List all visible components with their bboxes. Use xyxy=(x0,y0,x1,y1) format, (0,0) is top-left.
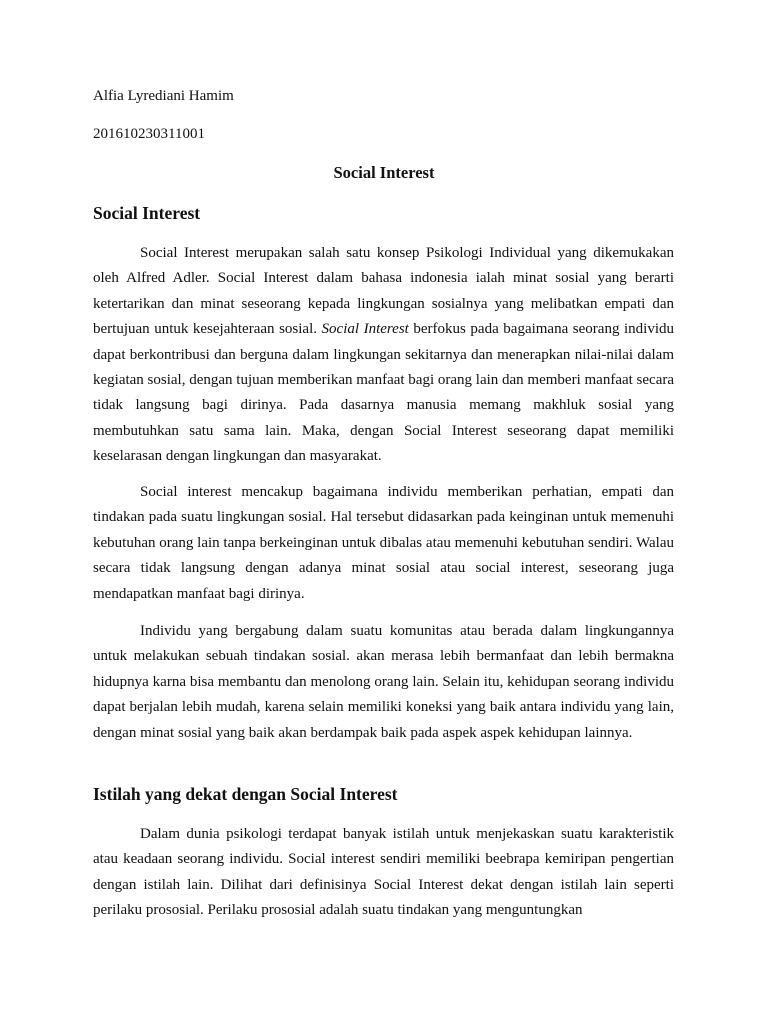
student-id: 201610230311001 xyxy=(93,126,205,142)
paragraph-definition xyxy=(93,241,674,470)
paragraph-related-terms: Dalam dunia psikologi terdapat banyak istilah untuk menjekaskan suatu karakteristik atau keadaan seorang individu. Social interest sendiri memiliki beebrapa kemiripan pengertian dengan istilah lain. Dilihat dari definisinya Social Interest dekat dengan istilah lain seperti perilaku prososial. Perilaku prososial adalah suatu tindakan yang menguntungkan xyxy=(93,826,674,919)
document-title: Social Interest xyxy=(333,163,435,182)
paragraph-text: Social Interest merupakan salah satu konsep Psikologi Individual yang dikemukakan oleh Alfred Adler. Social Interest dalam bahasa indonesia ialah minat sosial yang berarti ketertarikan dan minat seseorang kepada lingkungan sosialnya yang melibatkan empati dan bertujuan untuk kesejahteraan sosial. xyxy=(93,245,674,338)
section-heading-related-terms: Istilah yang dekat dengan Social Interest xyxy=(93,784,398,804)
paragraph-scope: Social interest mencakup bagaimana individu memberikan perhatian, empati dan tindakan pada suatu lingkungan sosial. Hal tersebut didasarkan pada keinginan untuk memenuhi kebutuhan orang lain tanpa berkeinginan untuk dibalas atau memenuhi kebutuhan sendiri. Walau secara tidak langsung dengan adanya minat sosial atau social interest, seseorang juga mendapatkan manfaat bagi dirinya. xyxy=(93,484,674,602)
author-name: Alfia Lyrediani Hamim xyxy=(93,88,234,104)
section-heading-social-interest: Social Interest xyxy=(93,203,201,223)
paragraph-community: Individu yang bergabung dalam suatu komunitas atau berada dalam lingkungannya untuk melakukan sebuah tindakan sosial. akan merasa lebih bermanfaat dan lebih bermakna hidupnya karna bisa membantu dan menolong orang lain. Selain itu, kehidupan seorang individu dapat berjalan lebih mudah, karena selain memiliki koneksi yang baik antara individu yang lain, dengan minat sosial yang baik akan berdampak baik pada aspek aspek kehidupan lainnya. xyxy=(93,623,674,741)
paragraph-text: berfokus pada bagaimana seorang individu dapat berkontribusi dan berguna dalam lingkungan sekitarnya dan menerapkan nilai-nilai dalam kegiatan sosial, dengan tujuan memberikan manfaat bagi orang lain dan memberi manfaat secara tidak langsung bagi dirinya. Pada dasarnya manusia memang makhluk sosial yang membutuhkan satu sama lain. Maka, dengan Social Interest seseorang dapat memiliki keselarasan dengan lingkungan dan masyarakat. xyxy=(93,321,675,465)
italic-term: Social Interest xyxy=(321,321,409,338)
